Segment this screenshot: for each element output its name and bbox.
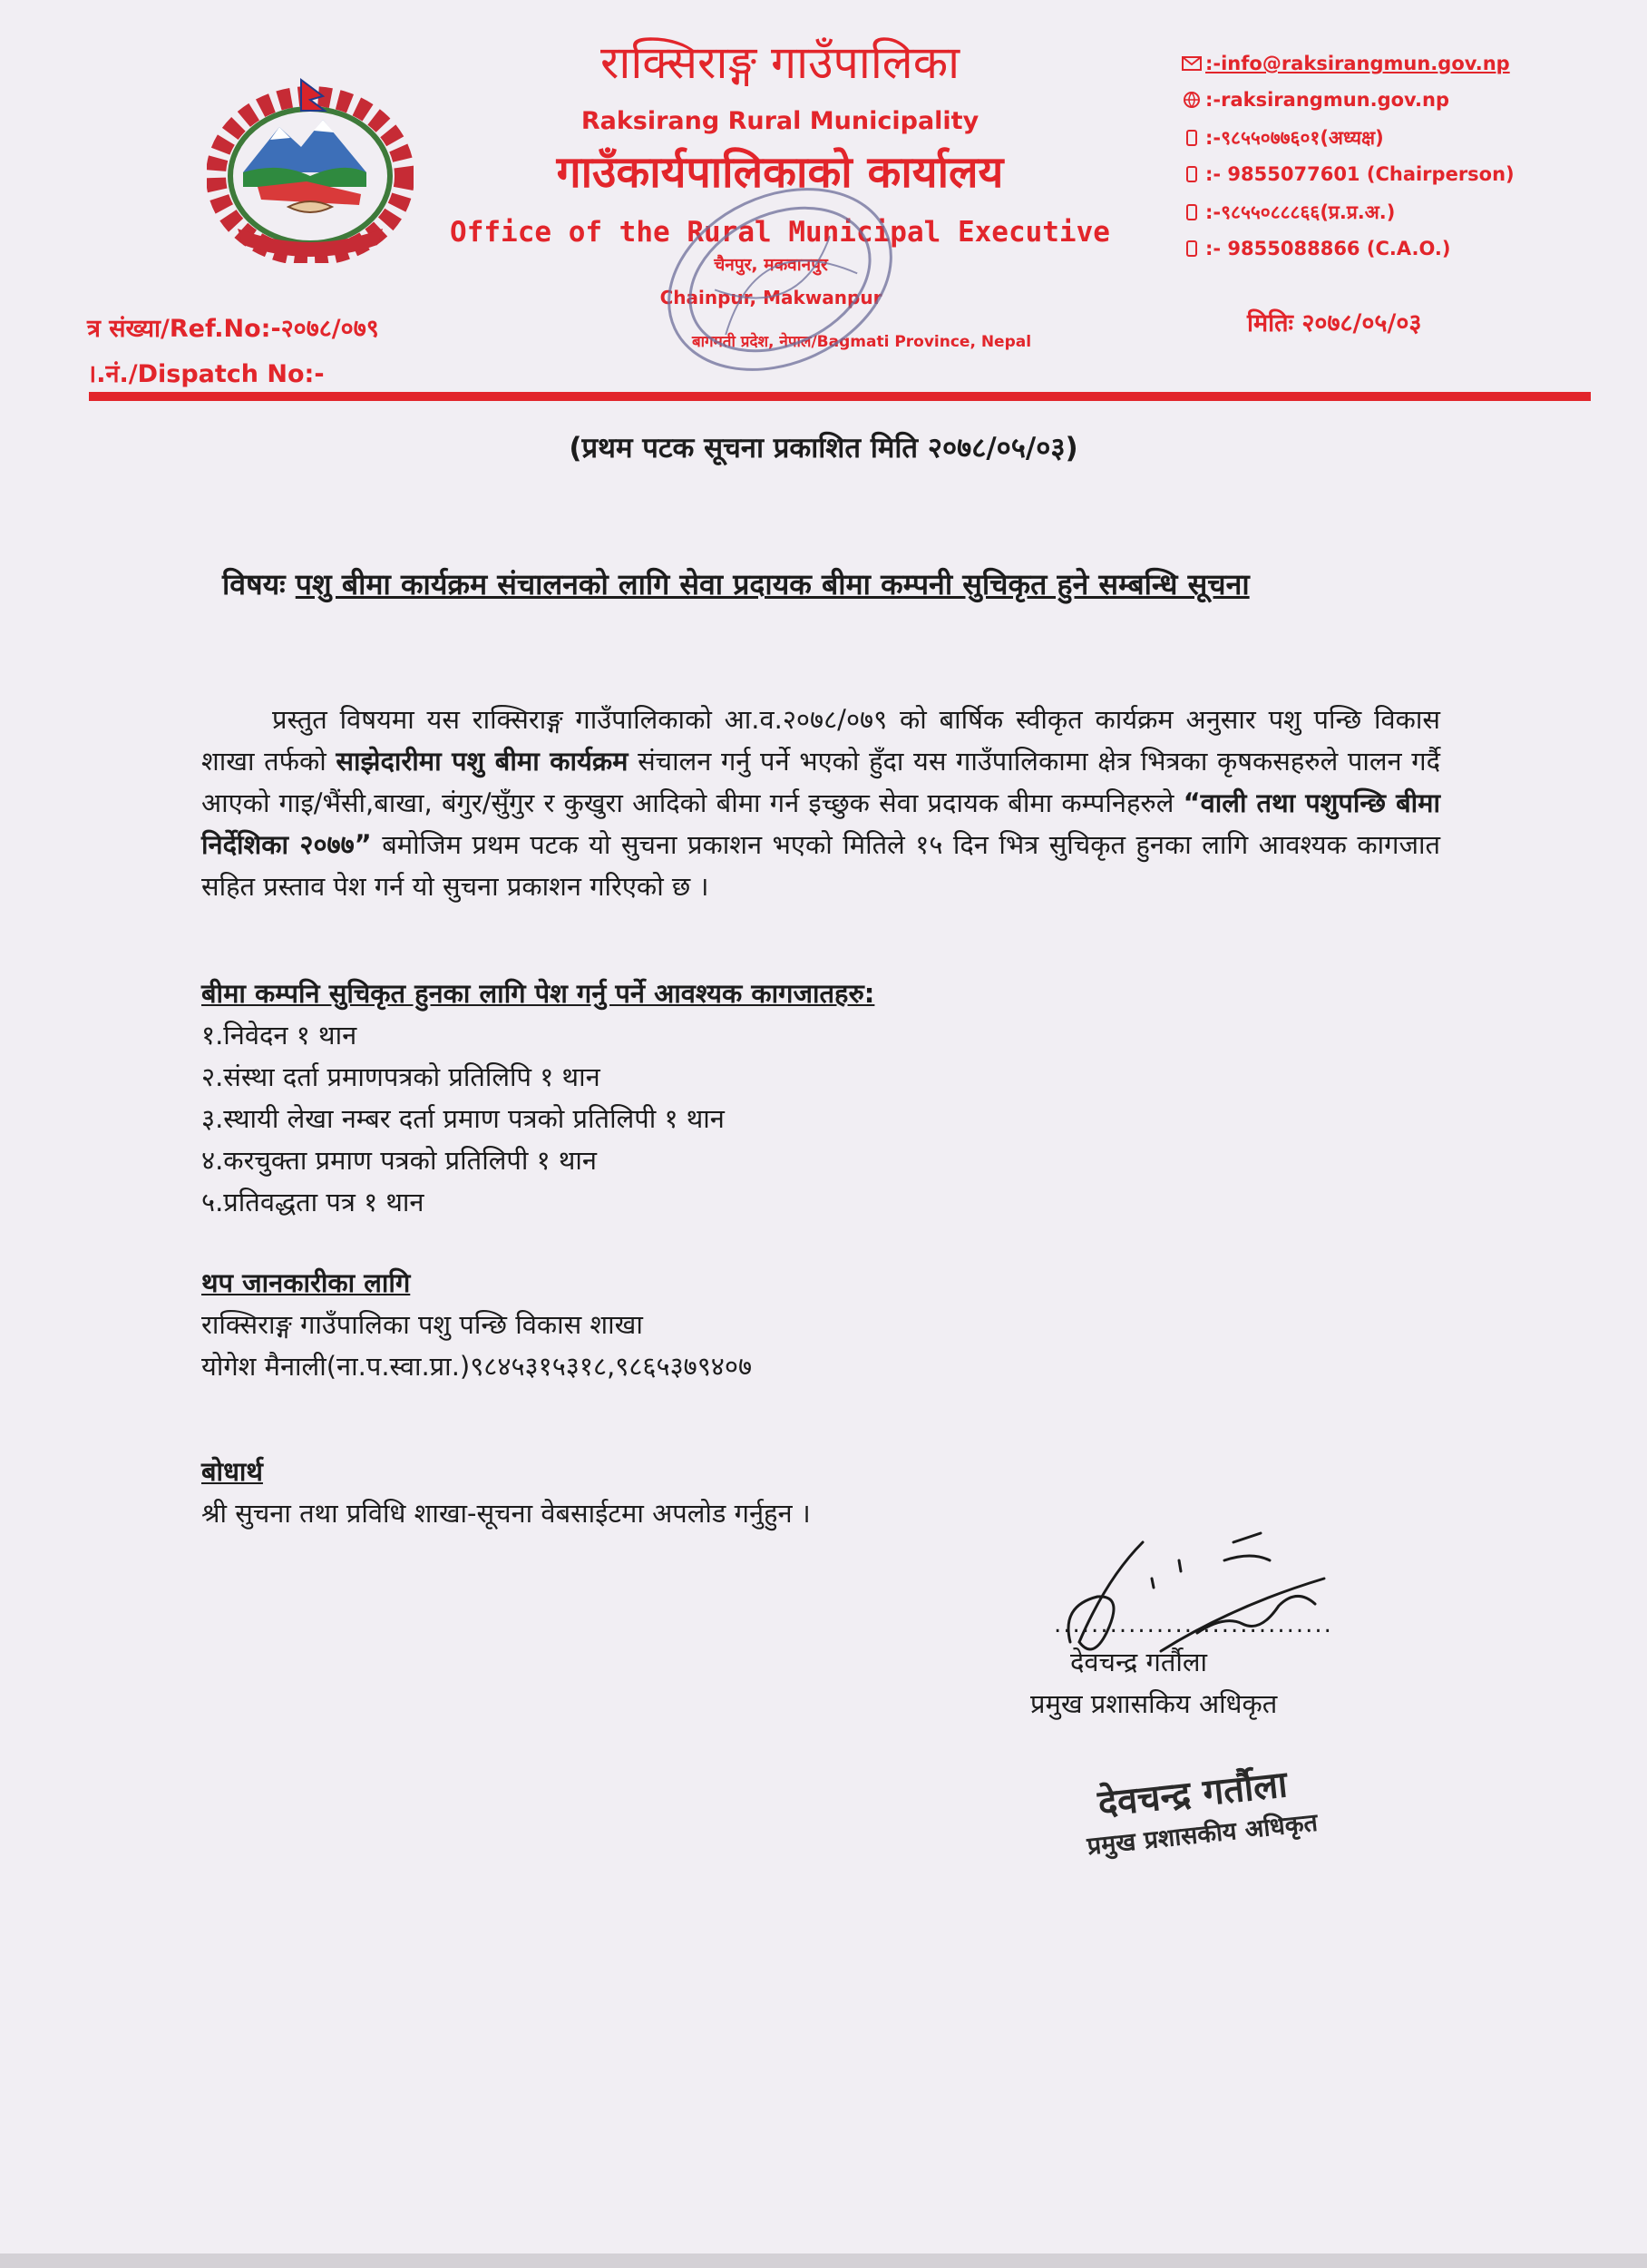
address-nepali: चैनपुर, मकवानपुर bbox=[714, 255, 828, 275]
phone-cao-np-text: :-९८५५०८८८६६(प्र.प्र.अ.) bbox=[1205, 201, 1396, 223]
mobile-phone-icon bbox=[1182, 204, 1202, 220]
para-bold-2: “वाली तथा पशुपन्छि बीमा निर्देशिका २०७७” bbox=[201, 787, 1440, 860]
signature-line: .............................. bbox=[1054, 1611, 1333, 1638]
mobile-phone-icon bbox=[1182, 240, 1202, 257]
cc-line: श्री सुचना तथा प्रविधि शाखा-सूचना वेबसाईटमा अपलोड गर्नुहुन । bbox=[201, 1498, 811, 1529]
mountain-icon bbox=[243, 120, 366, 172]
contact-phone-chair-en bbox=[1182, 163, 1635, 185]
reference-number: त्र संख्या/Ref.No:-२०७८/०७९ bbox=[87, 315, 379, 343]
more-info-heading: थप जानकारीका लागि bbox=[201, 1267, 411, 1298]
phone-chair-np-text: :-९८५५०७७६०१(अध्यक्ष) bbox=[1205, 127, 1384, 149]
contact-phone-chair-np bbox=[1182, 125, 1635, 151]
contact-email bbox=[1182, 53, 1635, 74]
more-info-office: राक्सिराङ्ग गाउँपालिका पशु पन्छि विकास शाखा bbox=[201, 1309, 643, 1340]
cc-heading: बोधार्थ bbox=[201, 1456, 263, 1487]
required-documents-list bbox=[201, 1014, 1108, 1223]
list-item: १.निवेदन १ थान bbox=[201, 1020, 357, 1051]
globe-icon bbox=[1182, 92, 1202, 108]
list-item: ४.करचुक्ता प्रमाण पत्रको प्रतिलिपी १ थान bbox=[201, 1145, 598, 1176]
para-bold-1: साझेदारीमा पशु बीमा कार्यक्रम bbox=[336, 746, 629, 777]
office-name-nepali: गाउँकार्यपालिकाको कार्यालय bbox=[556, 147, 1004, 198]
office-name-english: Office of the Rural Municipal Executive bbox=[450, 216, 1110, 249]
list-item: ५.प्रतिवद्धता पत्र १ थान bbox=[201, 1187, 424, 1217]
para-text-3: बमोजिम प्रथम पटक यो सुचना प्रकाशन भएको मितिले १५ दिन भित्र सुचिकृत हुनका लागि आवश्यक कागजात सहित प्रस्ताव पेश गर्न यो सुचना प्रकाशन गरिएको छ । bbox=[201, 829, 1441, 902]
name-stamp-name: देवचन्द्र गर्तौला bbox=[1096, 1764, 1290, 1825]
subject-text: पशु बीमा कार्यक्रम संचालनको लागि सेवा प्रदायक बीमा कम्पनी सुचिकृत हुने सम्बन्धि सूचना bbox=[295, 567, 1250, 601]
first-published-date: (प्रथम पटक सूचना प्रकाशित मिति २०७८/०५/०३) bbox=[569, 432, 1078, 464]
para-text-1: प्रस्तुत विषयमा यस राक्सिराङ्ग गाउँपालिकाको आ.व.२०७८/०७९ को बार्षिक स्वीकृत कार्यक्रम अनुसार पशु पन्छि विकास शाखा तर्फको bbox=[201, 704, 1440, 777]
notice-paragraph bbox=[201, 699, 1440, 907]
contact-phone-cao-np bbox=[1182, 200, 1635, 225]
name-stamp-title: प्रमुख प्रशासकीय अधिकृत bbox=[1086, 1808, 1320, 1862]
more-info-contact: योगेश मैनाली(ना.प.स्वा.प्रा.)९८४५३१५३१८,९८६५३७९४०७ bbox=[201, 1351, 753, 1382]
dispatch-number: ।.नं./Dispatch No:- bbox=[87, 360, 325, 388]
phone-chair-en-text: :- 9855077601 (Chairperson) bbox=[1205, 163, 1515, 185]
subject-label: विषयः bbox=[222, 567, 286, 601]
email-text[interactable]: :-info@raksirangmun.gov.np bbox=[1205, 53, 1510, 74]
signatory-title: प्रमुख प्रशासकिय अधिकृत bbox=[1030, 1688, 1278, 1719]
phone-cao-en-text: :- 9855088866 (C.A.O.) bbox=[1205, 238, 1451, 259]
address-english: Chainpur, Makwanpur bbox=[659, 287, 882, 308]
signatory-name: देवचन्द्र गर्तौला bbox=[1070, 1647, 1208, 1677]
email-icon bbox=[1182, 55, 1202, 72]
letterhead-divider bbox=[89, 392, 1591, 401]
office-stamp-seal bbox=[626, 171, 934, 388]
website-text[interactable]: :-raksirangmun.gov.np bbox=[1205, 89, 1449, 111]
province-line: बागमती प्रदेश, नेपाल/Bagmati Province, Nepal bbox=[691, 333, 1032, 351]
scan-edge bbox=[0, 2253, 1647, 2268]
notice-subject bbox=[222, 564, 1492, 603]
mobile-phone-icon bbox=[1182, 130, 1202, 146]
list-item: २.संस्था दर्ता प्रमाणपत्रको प्रतिलिपि १ थान bbox=[201, 1061, 600, 1092]
contact-website bbox=[1182, 89, 1635, 111]
org-name-english: Raksirang Rural Municipality bbox=[580, 107, 979, 135]
org-name-nepali: राक्सिराङ्ग गाउँपालिका bbox=[599, 36, 960, 89]
contact-phone-cao-en bbox=[1182, 238, 1635, 259]
mobile-phone-icon bbox=[1182, 166, 1202, 182]
required-documents-heading: बीमा कम्पनि सुचिकृत हुनका लागि पेश गर्नु पर्ने आवश्यक कागजातहरु: bbox=[201, 978, 875, 1009]
letter-date: मितिः २०७८/०५/०३ bbox=[1247, 309, 1422, 337]
para-text-2: संचालन गर्नु पर्ने भएको हुँदा यस गाउँपालिकामा क्षेत्र भित्रका कृषकसहरुले पालन गर्दै आएको गाइ/भैंसी,बाखा, बंगुर/सुँगुर र कुखुरा आदिको बीमा गर्न इच्छुक सेवा प्रदायक बीमा कम्पनिहरुले bbox=[201, 746, 1440, 818]
government-emblem-logo bbox=[207, 74, 414, 263]
list-item: ३.स्थायी लेखा नम्बर दर्ता प्रमाण पत्रको प्रतिलिपी १ थान bbox=[201, 1103, 725, 1134]
